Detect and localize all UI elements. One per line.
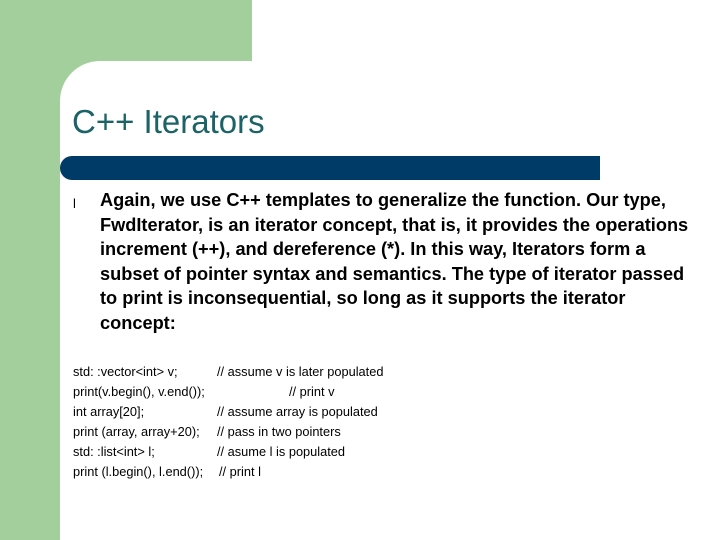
decorative-green-strip-left bbox=[0, 0, 60, 540]
code-statement: print (l.begin(), l.end()); bbox=[73, 464, 204, 479]
code-comment: // print v bbox=[289, 384, 335, 399]
code-comment: // pass in two pointers bbox=[217, 424, 341, 439]
code-statement: print(v.begin(), v.end()); bbox=[73, 384, 205, 399]
bullet-paragraph: Again, we use C++ templates to generalize the function. Our type, FwdIterator, is an iterator concept, that is, it provides the operations increment (++), and dereference (*). In this way, Iterators form a subset of pointer syntax and semantics. The type of iterator passed to print is inconsequential, so long as it supports the iterator concept: bbox=[100, 190, 689, 333]
code-comment: // assume v is later populated bbox=[217, 364, 384, 379]
code-statement: int array[20]; bbox=[73, 404, 145, 419]
code-comment: // asume l is populated bbox=[217, 444, 346, 459]
code-statement: print (array, array+20); bbox=[73, 424, 200, 439]
slide-title: C++ Iterators bbox=[72, 103, 265, 140]
code-comment: // assume array is populated bbox=[217, 404, 378, 419]
bullet-marker: l bbox=[73, 196, 76, 211]
code-statement: std: :vector<int> v; bbox=[73, 364, 178, 379]
title-underline-bar bbox=[60, 156, 600, 180]
code-statement: std: :list<int> l; bbox=[73, 444, 155, 459]
code-comment: // print l bbox=[219, 464, 261, 479]
